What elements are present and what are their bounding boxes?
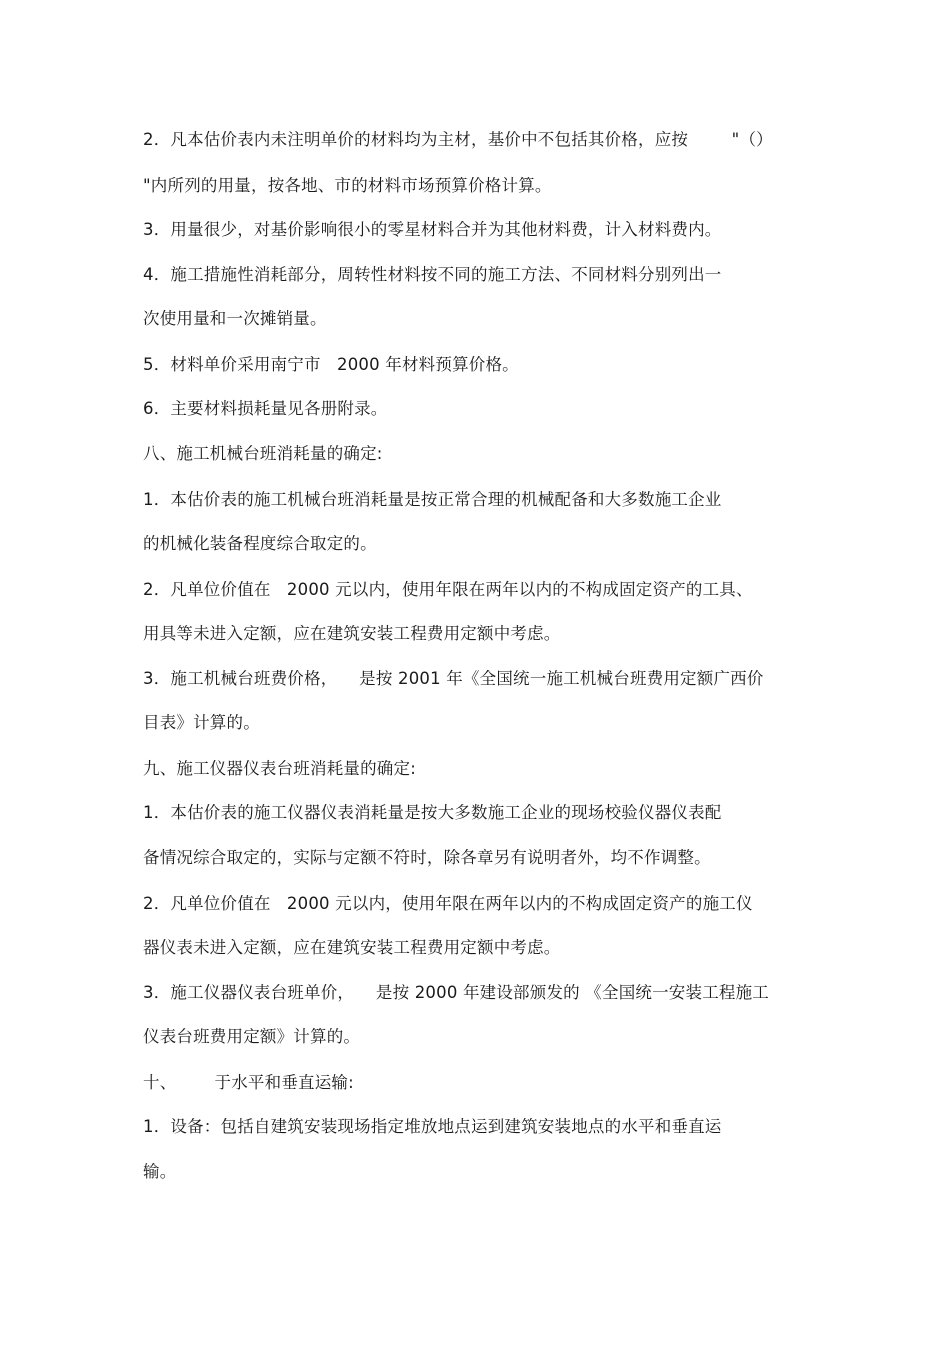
text-line: "内所列的用量，按各地、市的材料市场预算价格计算。 (143, 176, 552, 195)
text-line: 5．材料单价采用南宁市 2000 年材料预算价格。 (143, 355, 519, 374)
text-line: 1．本估价表的施工机械台班消耗量是按正常合理的机械配备和大多数施工企业 (143, 490, 722, 509)
section-heading: 九、施工仪器仪表台班消耗量的确定: (143, 759, 416, 778)
text-line: 3．用量很少，对基价影响很小的零星材料合并为其他材料费，计入材料费内。 (143, 220, 722, 239)
text-line: 仪表台班费用定额》计算的。 (143, 1027, 361, 1046)
section-heading: 十、 于水平和垂直运输: (143, 1073, 354, 1092)
text-line: 3．施工机械台班费价格， 是按 2001 年《全国统一施工机械台班费用定额广西价 (143, 669, 764, 688)
text-line: 2．凡本估价表内未注明单价的材料均为主材，基价中不包括其价格，应按 "（） (143, 130, 773, 149)
text-line: 1．本估价表的施工仪器仪表消耗量是按大多数施工企业的现场校验仪器仪表配 (143, 803, 722, 822)
text-line: 的机械化装备程度综合取定的。 (143, 534, 377, 553)
text-line: 输。 (143, 1162, 177, 1181)
text-line: 目表》计算的。 (143, 713, 260, 732)
section-heading: 八、施工机械台班消耗量的确定: (143, 444, 383, 463)
text-line: 3．施工仪器仪表台班单价， 是按 2000 年建设部颁发的 《全国统一安装工程施工 (143, 983, 770, 1002)
text-line: 4．施工措施性消耗部分，周转性材料按不同的施工方法、不同材料分别列出一 (143, 265, 722, 284)
text-line: 1．设备：包括自建筑安装现场指定堆放地点运到建筑安装地点的水平和垂直运 (143, 1117, 722, 1136)
text-line: 6．主要材料损耗量见各册附录。 (143, 399, 388, 418)
text-line: 2．凡单位价值在 2000 元以内，使用年限在两年以内的不构成固定资产的工具、 (143, 580, 753, 599)
text-line: 2．凡单位价值在 2000 元以内，使用年限在两年以内的不构成固定资产的施工仪 (143, 894, 753, 913)
text-line: 次使用量和一次摊销量。 (143, 309, 327, 328)
text-line: 器仪表未进入定额，应在建筑安装工程费用定额中考虑。 (143, 938, 561, 957)
text-line: 备情况综合取定的，实际与定额不符时，除各章另有说明者外，均不作调整。 (143, 848, 711, 867)
text-line: 用具等未进入定额，应在建筑安装工程费用定额中考虑。 (143, 624, 561, 643)
